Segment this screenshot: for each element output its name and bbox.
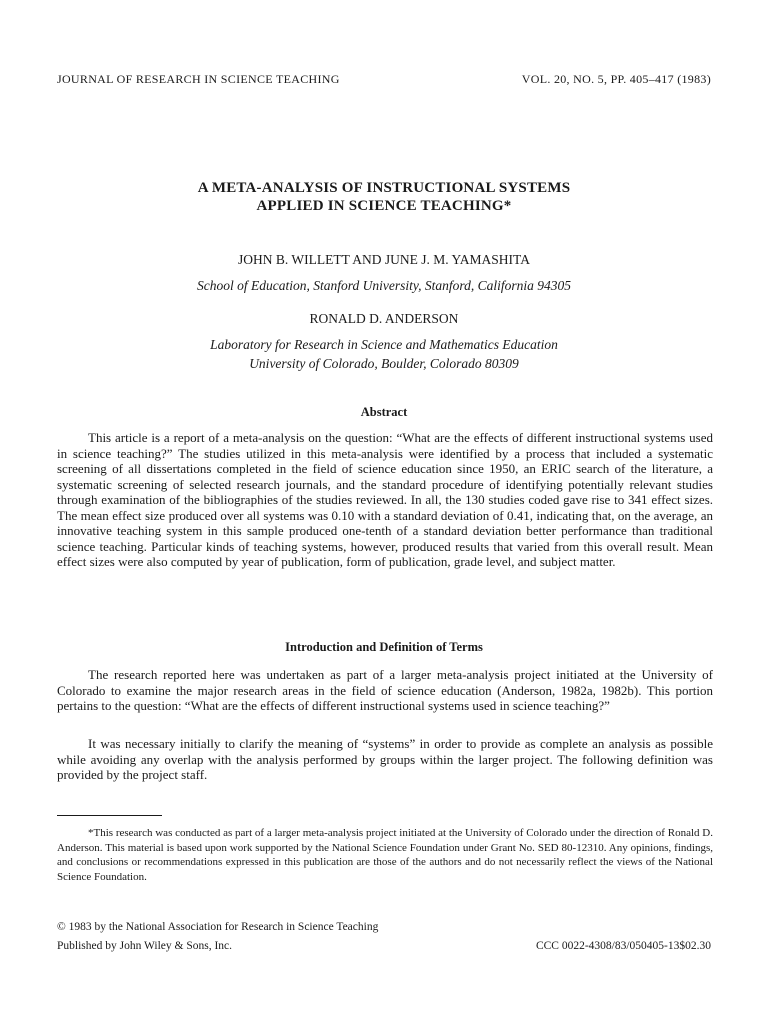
journal-name: JOURNAL OF RESEARCH IN SCIENCE TEACHING xyxy=(57,72,340,86)
ccc-code: CCC 0022-4308/83/050405-13$02.30 xyxy=(535,940,711,952)
author-group-2: RONALD D. ANDERSON xyxy=(309,311,459,326)
affiliation-2 xyxy=(0,335,768,373)
running-head xyxy=(57,72,711,87)
introduction-paragraph-1: The research reported here was undertaken as part of a larger meta-analysis project initiated at the University of Colorado to examine the major research areas in the field of science education (Anderson, 1982a, 1982b). This portion pertains to the question: “What are the effects of different instructional systems used in science teaching?” xyxy=(57,667,713,713)
abstract-text: This article is a report of a meta-analysis on the question: “What are the effects of different instructional systems used in science teaching?” The studies utilized in this meta-analysis were identified by a process that included a systematic screening of all dissertations completed in the field of science education since 1950, an ERIC search of the literature, a systematic screening of selected research journals, and the standard procedure of identifying potentially relevant studies through examination of the bibliographies of the studies reviewed. In all, the 130 studies coded gave rise to 341 effect sizes. The mean effect size produced over all systems was 0.10 with a standard deviation of 0.41, indicating that, on the average, an innovative teaching system in this sample produced one-tenth of a standard deviation better performance than traditional science teaching. Particular kinds of teaching systems, however, produced results that varied from this overall result. Mean effect sizes were also computed by year of publication, form of publication, grade level, and subject matter. xyxy=(57,430,713,569)
introduction-heading: Introduction and Definition of Terms xyxy=(285,640,483,654)
affiliation-2-line-2: University of Colorado, Boulder, Colorado 80309 xyxy=(249,356,519,371)
introduction-paragraph-2: It was necessary initially to clarify the meaning of “systems” in order to provide as complete an analysis as possible while avoiding any overlap with the analysis performed by groups within the larger project. The following definition was provided by the project staff. xyxy=(57,736,713,782)
affiliation-2-line-1: Laboratory for Research in Science and Mathematics Education xyxy=(210,337,558,352)
title-line-1: A META-ANALYSIS OF INSTRUCTIONAL SYSTEMS xyxy=(197,180,571,196)
footnote-divider xyxy=(57,815,162,816)
affiliation-1: School of Education, Stanford University, Stanford, California 94305 xyxy=(197,278,571,293)
footnote: *This research was conducted as part of a larger meta-analysis project initiated at the University of Colorado under the direction of Ronald D. Anderson. This material is based upon work supported by the National Science Foundation under Grant No. SED 80-12310. Any opinions, findings, and conclusions or recommendations expressed in this publication are those of the authors and do not necessarily reflect the views of the National Science Foundation. xyxy=(57,827,713,883)
author-group-1: JOHN B. WILLETT AND JUNE J. M. YAMASHITA xyxy=(238,252,530,267)
abstract-heading: Abstract xyxy=(360,405,408,419)
publisher-name: Published by John Wiley & Sons, Inc. xyxy=(57,940,233,952)
copyright-notice: © 1983 by the National Association for Research in Science Teaching xyxy=(57,921,379,933)
publisher-line xyxy=(57,940,711,952)
volume-info: VOL. 20, NO. 5, PP. 405–417 (1983) xyxy=(521,72,711,86)
title-line-2: APPLIED IN SCIENCE TEACHING* xyxy=(256,198,512,214)
article-title xyxy=(0,179,768,215)
